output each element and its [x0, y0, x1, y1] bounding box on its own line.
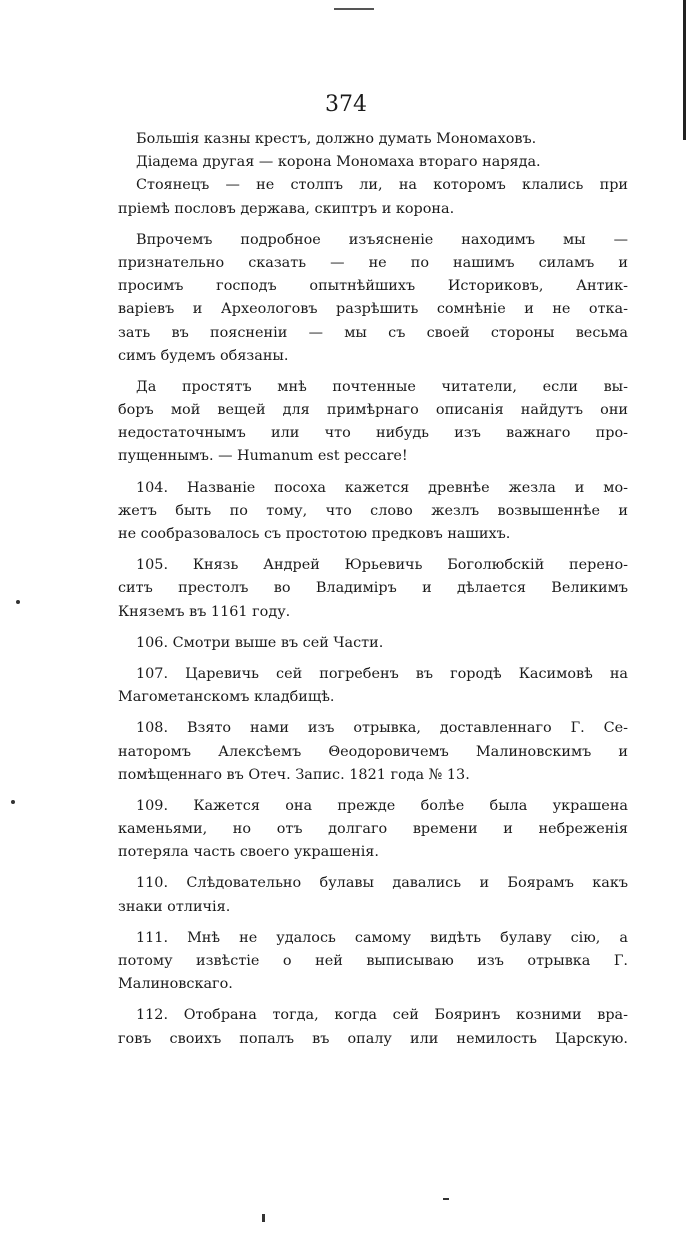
- text-line: помѣщеннаго въ Отеч. Запис. 1821 года № 13.: [118, 766, 470, 783]
- print-speck: [16, 600, 20, 604]
- print-speck: [262, 1214, 265, 1222]
- text-line: потеряла часть своего украшенія.: [118, 844, 379, 861]
- page-edge-shadow: [683, 0, 686, 140]
- text-line: варіевъ и Археологовъ разрѣшить сомнѣніе и не откa-: [118, 301, 628, 318]
- text-line: Да простятъ мнѣ почтенные читатели, если вы-: [136, 378, 628, 395]
- text-line: 107. Царевичь сей погребенъ въ городѣ Касимовѣ на: [136, 665, 628, 682]
- paragraph-gap: [118, 996, 628, 1004]
- text-line: 108. Взято нами изъ отрывка, доставленнаго Г. Се-: [136, 720, 628, 737]
- text-line: жетъ быть по тому, что слово жезлъ возвышеннѣе и: [118, 502, 628, 519]
- paragraph-gap: [118, 221, 628, 229]
- text-line: каменьями, но отъ долгаго времени и небреженія: [118, 821, 628, 838]
- paragraph-gap: [118, 655, 628, 663]
- text-line: Большія казны крестъ, должно думать Мономаховъ.: [136, 131, 537, 147]
- text-line: ситъ престолъ во Владиміръ и дѣлается Великимъ: [118, 580, 628, 597]
- text-line: потому извѣстіе о ней выписываю изъ отрывка Г.: [118, 953, 628, 969]
- text-line: 112. Отобрана тогда, когда сей Бояринъ козними вра-: [136, 1007, 628, 1024]
- text-line: пріемѣ пословъ держава, скиптръ и корона.: [118, 200, 455, 217]
- text-line: 111. Мнѣ не удалось самому видѣть булаву сію, а: [136, 929, 628, 946]
- print-speck: [11, 800, 15, 804]
- text-line: симъ будемъ обязаны.: [118, 347, 289, 364]
- paragraph-gap: [118, 919, 628, 927]
- text-line: 104. Названіе посоха кажется древнѣе жезла и мо-: [136, 479, 628, 496]
- text-line: боръ мой вещей для примѣрнаго описанія найдутъ они: [118, 402, 628, 419]
- print-speck: [443, 1198, 449, 1200]
- paragraph-gap: [118, 469, 628, 477]
- text-body: [118, 128, 628, 1051]
- text-line: зать въ поясненіи — мы съ своей стороны весьма: [118, 324, 628, 341]
- paragraph-gap: [118, 546, 628, 554]
- paragraph-gap: [118, 709, 628, 717]
- text-line: говъ своихъ попалъ въ опалу или немилость Царскую.: [118, 1030, 628, 1047]
- top-edge-mark: [334, 0, 374, 10]
- text-line: Малиновскаго.: [118, 976, 233, 993]
- text-line: 105. Князь Андрей Юрьевичь Боголюбскій перено-: [136, 557, 628, 574]
- text-line: пущеннымъ. — Humanum est peccare!: [118, 448, 408, 465]
- text-line: не сообразовалось съ простотою предковъ нашихъ.: [118, 526, 511, 542]
- text-line: недостаточнымъ или что нибудь изъ важнаго про-: [118, 425, 628, 442]
- text-line: наторомъ Алексѣемъ Θеодоровичемъ Малиновскимъ и: [118, 743, 628, 760]
- page-number: 374: [325, 92, 367, 117]
- paragraph-gap: [118, 624, 628, 632]
- paragraph-gap: [118, 864, 628, 872]
- text-line: 109. Кажется она прежде болѣе была украшена: [136, 797, 628, 814]
- paragraph-gap: [118, 368, 628, 376]
- text-line: Стоянецъ — не столпъ ли, на которомъ клались при: [136, 177, 628, 194]
- text-line: Впрочемъ подробное изъясненіе находимъ мы —: [136, 231, 628, 248]
- text-line: Магометанскомъ кладбищѣ.: [118, 689, 335, 706]
- text-line: 110. Слѣдовательно булавы давались и Боярамъ какъ: [136, 875, 628, 892]
- text-line: знаки отличія.: [118, 898, 231, 915]
- text-line: Діадема другая — корона Мономаха втораго наряда.: [136, 154, 541, 171]
- paragraph-gap: [118, 787, 628, 795]
- text-line: Княземъ въ 1161 году.: [118, 603, 291, 620]
- text-line: признательно сказать — не по нашимъ силамъ и: [118, 254, 628, 271]
- text-line: 106. Смотри выше въ сей Части.: [136, 634, 384, 651]
- text-line: просимъ господъ опытнѣйшихъ Историковъ, Антик-: [118, 278, 628, 295]
